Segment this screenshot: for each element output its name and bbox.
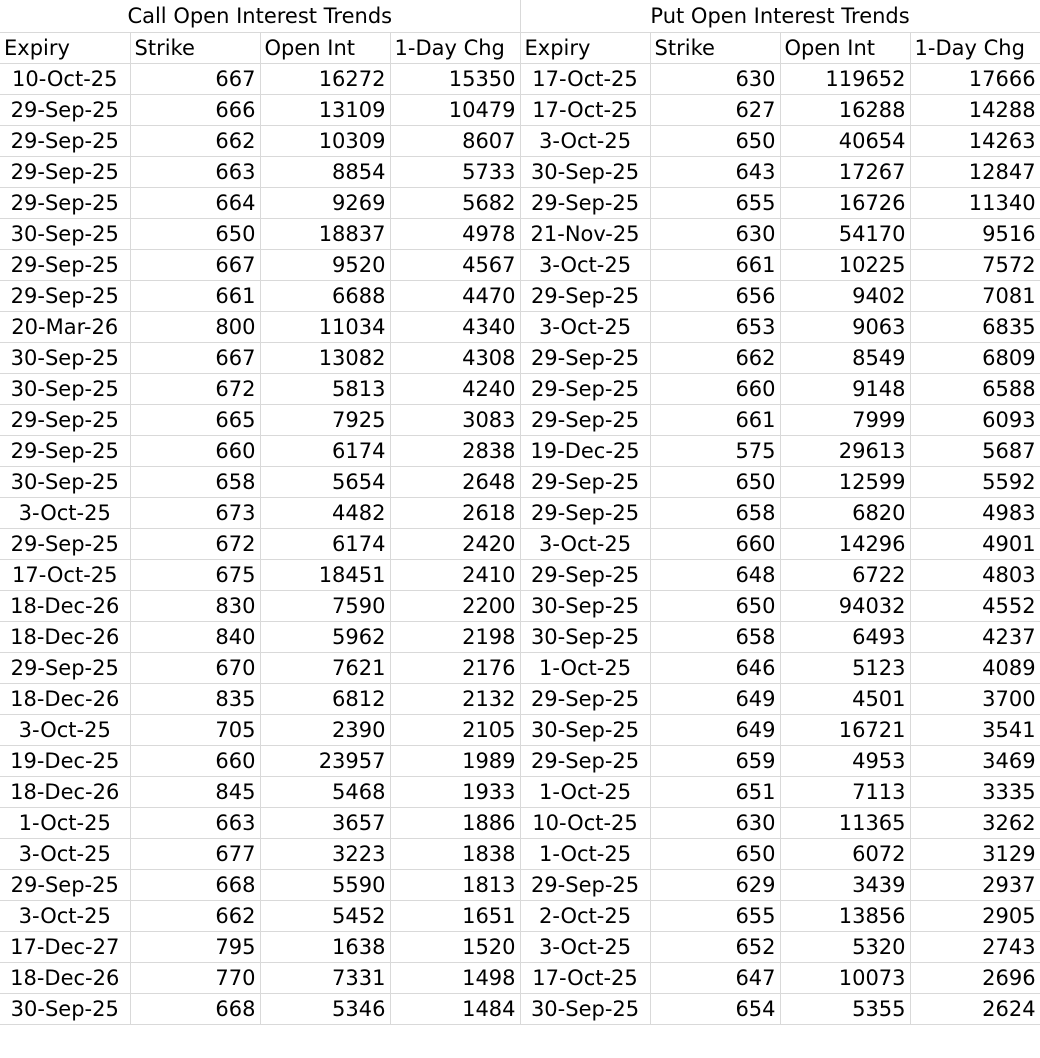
call-open-int-cell[interactable]: 5962 xyxy=(260,621,390,652)
call-expiry-cell[interactable]: 19-Dec-25 xyxy=(0,745,130,776)
put-expiry-cell[interactable]: 3-Oct-25 xyxy=(520,125,650,156)
call-expiry-cell[interactable]: 29-Sep-25 xyxy=(0,528,130,559)
call-strike-cell[interactable]: 664 xyxy=(130,187,260,218)
put-1-day-chg-cell[interactable]: 4237 xyxy=(910,621,1040,652)
call-1-day-chg-cell[interactable]: 8607 xyxy=(390,125,520,156)
call-open-int-cell[interactable]: 7331 xyxy=(260,962,390,993)
put-expiry-cell[interactable]: 30-Sep-25 xyxy=(520,621,650,652)
call-strike-cell[interactable]: 795 xyxy=(130,931,260,962)
put-expiry-cell[interactable]: 29-Sep-25 xyxy=(520,373,650,404)
put-expiry-cell[interactable]: 3-Oct-25 xyxy=(520,931,650,962)
call-strike-cell[interactable]: 661 xyxy=(130,280,260,311)
call-expiry-cell[interactable]: 3-Oct-25 xyxy=(0,497,130,528)
table-row xyxy=(0,838,1040,869)
put-strike-cell[interactable]: 630 xyxy=(650,807,780,838)
put-open-int-cell[interactable]: 3439 xyxy=(780,869,910,900)
put-expiry-cell[interactable]: 29-Sep-25 xyxy=(520,869,650,900)
call-expiry-cell[interactable]: 29-Sep-25 xyxy=(0,404,130,435)
put-1-day-chg-cell[interactable]: 5687 xyxy=(910,435,1040,466)
put-strike-cell[interactable]: 661 xyxy=(650,404,780,435)
put-expiry-cell[interactable]: 3-Oct-25 xyxy=(520,311,650,342)
put-expiry-cell[interactable]: 29-Sep-25 xyxy=(520,559,650,590)
table-row xyxy=(0,993,1040,1024)
call-strike-cell[interactable]: 658 xyxy=(130,466,260,497)
put-expiry-cell[interactable]: 29-Sep-25 xyxy=(520,683,650,714)
put-expiry-cell[interactable]: 19-Dec-25 xyxy=(520,435,650,466)
call-1-day-chg-cell[interactable]: 1651 xyxy=(390,900,520,931)
table-row xyxy=(0,745,1040,776)
put-open-int-cell[interactable]: 9063 xyxy=(780,311,910,342)
put-strike-cell[interactable]: 650 xyxy=(650,466,780,497)
put-open-int-cell[interactable]: 7999 xyxy=(780,404,910,435)
put-expiry-cell[interactable]: 29-Sep-25 xyxy=(520,404,650,435)
call-section-title[interactable]: Call Open Interest Trends xyxy=(0,0,520,32)
put-strike-cell[interactable]: 650 xyxy=(650,125,780,156)
call-expiry-cell[interactable]: 20-Mar-26 xyxy=(0,311,130,342)
put-1-day-chg-cell[interactable]: 6835 xyxy=(910,311,1040,342)
call-1-day-chg-cell[interactable]: 1484 xyxy=(390,993,520,1024)
table-row xyxy=(0,342,1040,373)
call-strike-cell[interactable]: 672 xyxy=(130,373,260,404)
put-strike-cell[interactable]: 649 xyxy=(650,714,780,745)
table-row xyxy=(0,466,1040,497)
put-expiry-cell[interactable]: 30-Sep-25 xyxy=(520,714,650,745)
call-expiry-cell[interactable]: 29-Sep-25 xyxy=(0,125,130,156)
put-1-day-chg-cell[interactable]: 5592 xyxy=(910,466,1040,497)
call-open-int-cell[interactable]: 5346 xyxy=(260,993,390,1024)
call-open-int-cell[interactable]: 9520 xyxy=(260,249,390,280)
call-expiry-cell[interactable]: 18-Dec-26 xyxy=(0,776,130,807)
call-open-int-cell[interactable]: 6174 xyxy=(260,435,390,466)
put-open-int-cell[interactable]: 7113 xyxy=(780,776,910,807)
put-1-day-chg-cell[interactable]: 4901 xyxy=(910,528,1040,559)
put-strike-cell[interactable]: 627 xyxy=(650,94,780,125)
call-strike-cell[interactable]: 770 xyxy=(130,962,260,993)
table-row xyxy=(0,156,1040,187)
call-expiry-cell[interactable]: 18-Dec-26 xyxy=(0,590,130,621)
put-1-day-chg-cell[interactable]: 6093 xyxy=(910,404,1040,435)
section-title-row xyxy=(0,0,1040,32)
call-expiry-cell[interactable]: 29-Sep-25 xyxy=(0,249,130,280)
put-1-day-chg-cell[interactable]: 4803 xyxy=(910,559,1040,590)
call-expiry-cell[interactable]: 30-Sep-25 xyxy=(0,993,130,1024)
put-strike-cell[interactable]: 655 xyxy=(650,187,780,218)
call-open-int-cell[interactable]: 7590 xyxy=(260,590,390,621)
put-strike-cell[interactable]: 630 xyxy=(650,218,780,249)
call-strike-cell[interactable]: 666 xyxy=(130,94,260,125)
table-row xyxy=(0,218,1040,249)
call-1-day-chg-cell[interactable]: 4240 xyxy=(390,373,520,404)
put-strike-cell[interactable]: 650 xyxy=(650,838,780,869)
put-strike-cell[interactable]: 661 xyxy=(650,249,780,280)
put-expiry-cell[interactable]: 30-Sep-25 xyxy=(520,156,650,187)
put-1-day-chg-cell[interactable]: 2937 xyxy=(910,869,1040,900)
put-strike-cell[interactable]: 647 xyxy=(650,962,780,993)
call-strike-cell[interactable]: 667 xyxy=(130,249,260,280)
call-strike-cell[interactable]: 835 xyxy=(130,683,260,714)
call-expiry-cell[interactable]: 17-Oct-25 xyxy=(0,559,130,590)
put-1-day-chg-cell[interactable]: 2696 xyxy=(910,962,1040,993)
put-strike-cell[interactable]: 575 xyxy=(650,435,780,466)
put-expiry-cell[interactable]: 29-Sep-25 xyxy=(520,497,650,528)
put-strike-cell[interactable]: 659 xyxy=(650,745,780,776)
put-strike-cell[interactable]: 652 xyxy=(650,931,780,962)
table-row xyxy=(0,63,1040,94)
put-strike-cell[interactable]: 660 xyxy=(650,528,780,559)
call-1-day-chg-cell[interactable]: 1498 xyxy=(390,962,520,993)
put-open-int-cell[interactable]: 6072 xyxy=(780,838,910,869)
put-1-day-chg-cell[interactable]: 9516 xyxy=(910,218,1040,249)
put-expiry-header[interactable]: Expiry xyxy=(520,32,650,63)
call-strike-cell[interactable]: 667 xyxy=(130,63,260,94)
put-open-int-cell[interactable]: 16288 xyxy=(780,94,910,125)
call-strike-cell[interactable]: 845 xyxy=(130,776,260,807)
call-strike-cell[interactable]: 665 xyxy=(130,404,260,435)
table-row xyxy=(0,559,1040,590)
call-expiry-cell[interactable]: 30-Sep-25 xyxy=(0,466,130,497)
put-strike-cell[interactable]: 650 xyxy=(650,590,780,621)
call-1-day-chg-cell[interactable]: 2198 xyxy=(390,621,520,652)
call-open-int-cell[interactable]: 9269 xyxy=(260,187,390,218)
put-1-day-chg-cell[interactable]: 3700 xyxy=(910,683,1040,714)
call-expiry-cell[interactable]: 3-Oct-25 xyxy=(0,838,130,869)
put-strike-cell[interactable]: 649 xyxy=(650,683,780,714)
table-row xyxy=(0,807,1040,838)
put-open-int-cell[interactable]: 11365 xyxy=(780,807,910,838)
table-row xyxy=(0,931,1040,962)
put-open-int-cell[interactable]: 13856 xyxy=(780,900,910,931)
put-strike-cell[interactable]: 658 xyxy=(650,621,780,652)
column-header-row xyxy=(0,32,1040,63)
put-open-int-cell[interactable]: 4501 xyxy=(780,683,910,714)
call-open-int-cell[interactable]: 5813 xyxy=(260,373,390,404)
call-open-int-cell[interactable]: 23957 xyxy=(260,745,390,776)
call-strike-cell[interactable]: 667 xyxy=(130,342,260,373)
put-strike-cell[interactable]: 656 xyxy=(650,280,780,311)
table-row xyxy=(0,590,1040,621)
table-row xyxy=(0,900,1040,931)
call-open-int-cell[interactable]: 16272 xyxy=(260,63,390,94)
call-1-day-chg-cell[interactable]: 5682 xyxy=(390,187,520,218)
call-1-day-chg-cell[interactable]: 1989 xyxy=(390,745,520,776)
put-1-day-chg-cell[interactable]: 7572 xyxy=(910,249,1040,280)
call-open-int-cell[interactable]: 6812 xyxy=(260,683,390,714)
put-1-day-chg-cell[interactable]: 14288 xyxy=(910,94,1040,125)
call-open-int-cell[interactable]: 2390 xyxy=(260,714,390,745)
call-open-int-cell[interactable]: 11034 xyxy=(260,311,390,342)
table-row xyxy=(0,869,1040,900)
call-1-day-chg-cell[interactable]: 2648 xyxy=(390,466,520,497)
call-1-day-chg-cell[interactable]: 2618 xyxy=(390,497,520,528)
call-open-int-cell[interactable]: 13082 xyxy=(260,342,390,373)
call-1-day-chg-cell[interactable]: 1886 xyxy=(390,807,520,838)
call-expiry-cell[interactable]: 29-Sep-25 xyxy=(0,652,130,683)
put-open-int-cell[interactable]: 5320 xyxy=(780,931,910,962)
call-open-int-cell[interactable]: 6688 xyxy=(260,280,390,311)
put-expiry-cell[interactable]: 17-Oct-25 xyxy=(520,94,650,125)
put-open-int-cell[interactable]: 29613 xyxy=(780,435,910,466)
call-open-int-cell[interactable]: 13109 xyxy=(260,94,390,125)
put-strike-cell[interactable]: 655 xyxy=(650,900,780,931)
call-strike-header[interactable]: Strike xyxy=(130,32,260,63)
call-open-int-cell[interactable]: 5654 xyxy=(260,466,390,497)
put-1-day-chg-cell[interactable]: 2905 xyxy=(910,900,1040,931)
call-expiry-cell[interactable]: 18-Dec-26 xyxy=(0,621,130,652)
call-open-int-cell[interactable]: 10309 xyxy=(260,125,390,156)
call-expiry-cell[interactable]: 30-Sep-25 xyxy=(0,218,130,249)
call-1-day-chg-cell[interactable]: 1838 xyxy=(390,838,520,869)
call-expiry-cell[interactable]: 29-Sep-25 xyxy=(0,156,130,187)
call-expiry-cell[interactable]: 1-Oct-25 xyxy=(0,807,130,838)
put-open-int-cell[interactable]: 12599 xyxy=(780,466,910,497)
call-1-day-chg-cell[interactable]: 1933 xyxy=(390,776,520,807)
call-open-int-cell[interactable]: 5590 xyxy=(260,869,390,900)
call-strike-cell[interactable]: 675 xyxy=(130,559,260,590)
call-strike-cell[interactable]: 668 xyxy=(130,993,260,1024)
put-expiry-cell[interactable]: 1-Oct-25 xyxy=(520,838,650,869)
put-1-day-chg-cell[interactable]: 6809 xyxy=(910,342,1040,373)
call-1-day-chg-cell[interactable]: 1813 xyxy=(390,869,520,900)
call-open-int-cell[interactable]: 4482 xyxy=(260,497,390,528)
call-1-day-chg-cell[interactable]: 2420 xyxy=(390,528,520,559)
call-1-day-chg-cell[interactable]: 5733 xyxy=(390,156,520,187)
call-1-day-chg-cell[interactable]: 2176 xyxy=(390,652,520,683)
put-open-int-cell[interactable]: 6722 xyxy=(780,559,910,590)
call-1-day-chg-cell[interactable]: 2132 xyxy=(390,683,520,714)
call-expiry-cell[interactable]: 30-Sep-25 xyxy=(0,373,130,404)
put-1-day-chg-cell[interactable]: 4552 xyxy=(910,590,1040,621)
call-expiry-cell[interactable]: 18-Dec-26 xyxy=(0,683,130,714)
put-expiry-cell[interactable]: 29-Sep-25 xyxy=(520,187,650,218)
table-row xyxy=(0,435,1040,466)
call-strike-cell[interactable]: 672 xyxy=(130,528,260,559)
call-1-day-chg-cell[interactable]: 2105 xyxy=(390,714,520,745)
put-expiry-cell[interactable]: 17-Oct-25 xyxy=(520,962,650,993)
table-row xyxy=(0,373,1040,404)
put-1-day-chg-cell[interactable]: 2624 xyxy=(910,993,1040,1024)
put-1-day-chg-cell[interactable]: 14263 xyxy=(910,125,1040,156)
call-strike-cell[interactable]: 840 xyxy=(130,621,260,652)
call-strike-cell[interactable]: 662 xyxy=(130,900,260,931)
call-1-day-chg-cell[interactable]: 2410 xyxy=(390,559,520,590)
put-expiry-cell[interactable]: 2-Oct-25 xyxy=(520,900,650,931)
put-open-int-cell[interactable]: 119652 xyxy=(780,63,910,94)
table-row xyxy=(0,497,1040,528)
call-1-day-chg-cell[interactable]: 15350 xyxy=(390,63,520,94)
call-expiry-cell[interactable]: 29-Sep-25 xyxy=(0,94,130,125)
call-expiry-cell[interactable]: 3-Oct-25 xyxy=(0,900,130,931)
put-expiry-cell[interactable]: 29-Sep-25 xyxy=(520,745,650,776)
call-open-int-header[interactable]: Open Int xyxy=(260,32,390,63)
call-open-int-cell[interactable]: 5468 xyxy=(260,776,390,807)
table-row xyxy=(0,125,1040,156)
put-expiry-cell[interactable]: 29-Sep-25 xyxy=(520,466,650,497)
put-strike-cell[interactable]: 629 xyxy=(650,869,780,900)
call-1-day-chg-cell[interactable]: 4308 xyxy=(390,342,520,373)
put-open-int-cell[interactable]: 9148 xyxy=(780,373,910,404)
put-section-title[interactable]: Put Open Interest Trends xyxy=(520,0,1040,32)
put-strike-cell[interactable]: 646 xyxy=(650,652,780,683)
call-expiry-cell[interactable]: 17-Dec-27 xyxy=(0,931,130,962)
table-row xyxy=(0,404,1040,435)
put-1-day-chg-cell[interactable]: 3469 xyxy=(910,745,1040,776)
put-1-day-chg-cell[interactable]: 11340 xyxy=(910,187,1040,218)
call-open-int-cell[interactable]: 1638 xyxy=(260,931,390,962)
put-1-day-chg-cell[interactable]: 2743 xyxy=(910,931,1040,962)
put-open-int-header[interactable]: Open Int xyxy=(780,32,910,63)
put-expiry-cell[interactable]: 3-Oct-25 xyxy=(520,528,650,559)
call-open-int-cell[interactable]: 7621 xyxy=(260,652,390,683)
call-open-int-cell[interactable]: 7925 xyxy=(260,404,390,435)
call-open-int-cell[interactable]: 3657 xyxy=(260,807,390,838)
table-row xyxy=(0,528,1040,559)
call-1-day-chg-cell[interactable]: 3083 xyxy=(390,404,520,435)
call-strike-cell[interactable]: 668 xyxy=(130,869,260,900)
put-open-int-cell[interactable]: 6493 xyxy=(780,621,910,652)
call-expiry-cell[interactable]: 29-Sep-25 xyxy=(0,869,130,900)
call-strike-cell[interactable]: 677 xyxy=(130,838,260,869)
call-expiry-cell[interactable]: 10-Oct-25 xyxy=(0,63,130,94)
call-open-int-cell[interactable]: 18451 xyxy=(260,559,390,590)
call-expiry-cell[interactable]: 29-Sep-25 xyxy=(0,435,130,466)
call-open-int-cell[interactable]: 18837 xyxy=(260,218,390,249)
call-1-day-chg-cell[interactable]: 10479 xyxy=(390,94,520,125)
call-strike-cell[interactable]: 663 xyxy=(130,807,260,838)
put-open-int-cell[interactable]: 54170 xyxy=(780,218,910,249)
put-open-int-cell[interactable]: 5123 xyxy=(780,652,910,683)
put-open-int-cell[interactable]: 9402 xyxy=(780,280,910,311)
put-expiry-cell[interactable]: 29-Sep-25 xyxy=(520,342,650,373)
call-open-int-cell[interactable]: 8854 xyxy=(260,156,390,187)
call-expiry-cell[interactable]: 30-Sep-25 xyxy=(0,342,130,373)
call-1-day-chg-cell[interactable]: 4340 xyxy=(390,311,520,342)
call-strike-cell[interactable]: 660 xyxy=(130,745,260,776)
put-open-int-cell[interactable]: 16721 xyxy=(780,714,910,745)
call-1-day-chg-cell[interactable]: 4470 xyxy=(390,280,520,311)
call-strike-cell[interactable]: 660 xyxy=(130,435,260,466)
put-open-int-cell[interactable]: 17267 xyxy=(780,156,910,187)
put-strike-cell[interactable]: 643 xyxy=(650,156,780,187)
put-expiry-cell[interactable]: 3-Oct-25 xyxy=(520,249,650,280)
put-1-day-chg-cell[interactable]: 12847 xyxy=(910,156,1040,187)
put-1-day-chg-cell[interactable]: 3541 xyxy=(910,714,1040,745)
put-expiry-cell[interactable]: 17-Oct-25 xyxy=(520,63,650,94)
call-open-int-cell[interactable]: 5452 xyxy=(260,900,390,931)
put-strike-header[interactable]: Strike xyxy=(650,32,780,63)
put-1-day-chg-header[interactable]: 1-Day Chg xyxy=(910,32,1040,63)
put-open-int-cell[interactable]: 94032 xyxy=(780,590,910,621)
put-expiry-cell[interactable]: 30-Sep-25 xyxy=(520,993,650,1024)
call-strike-cell[interactable]: 800 xyxy=(130,311,260,342)
table-row xyxy=(0,249,1040,280)
put-1-day-chg-cell[interactable]: 3335 xyxy=(910,776,1040,807)
call-expiry-cell[interactable]: 29-Sep-25 xyxy=(0,187,130,218)
put-strike-cell[interactable]: 651 xyxy=(650,776,780,807)
put-1-day-chg-cell[interactable]: 4089 xyxy=(910,652,1040,683)
table-row xyxy=(0,187,1040,218)
put-strike-cell[interactable]: 658 xyxy=(650,497,780,528)
call-expiry-cell[interactable]: 29-Sep-25 xyxy=(0,280,130,311)
put-strike-cell[interactable]: 662 xyxy=(650,342,780,373)
call-open-int-cell[interactable]: 6174 xyxy=(260,528,390,559)
call-strike-cell[interactable]: 670 xyxy=(130,652,260,683)
call-open-int-cell[interactable]: 3223 xyxy=(260,838,390,869)
put-expiry-cell[interactable]: 10-Oct-25 xyxy=(520,807,650,838)
put-expiry-cell[interactable]: 1-Oct-25 xyxy=(520,652,650,683)
call-strike-cell[interactable]: 650 xyxy=(130,218,260,249)
put-strike-cell[interactable]: 648 xyxy=(650,559,780,590)
table-row xyxy=(0,621,1040,652)
put-open-int-cell[interactable]: 14296 xyxy=(780,528,910,559)
put-open-int-cell[interactable]: 4953 xyxy=(780,745,910,776)
put-expiry-cell[interactable]: 1-Oct-25 xyxy=(520,776,650,807)
call-strike-cell[interactable]: 830 xyxy=(130,590,260,621)
table-row xyxy=(0,280,1040,311)
put-expiry-cell[interactable]: 30-Sep-25 xyxy=(520,590,650,621)
table-row xyxy=(0,652,1040,683)
table-row xyxy=(0,714,1040,745)
put-1-day-chg-cell[interactable]: 3262 xyxy=(910,807,1040,838)
call-expiry-cell[interactable]: 3-Oct-25 xyxy=(0,714,130,745)
put-strike-cell[interactable]: 653 xyxy=(650,311,780,342)
table-row xyxy=(0,962,1040,993)
call-expiry-header[interactable]: Expiry xyxy=(0,32,130,63)
put-strike-cell[interactable]: 630 xyxy=(650,63,780,94)
call-strike-cell[interactable]: 663 xyxy=(130,156,260,187)
put-1-day-chg-cell[interactable]: 4983 xyxy=(910,497,1040,528)
table-row xyxy=(0,683,1040,714)
call-1-day-chg-cell[interactable]: 4978 xyxy=(390,218,520,249)
put-1-day-chg-cell[interactable]: 7081 xyxy=(910,280,1040,311)
put-open-int-cell[interactable]: 40654 xyxy=(780,125,910,156)
table-row xyxy=(0,311,1040,342)
call-expiry-cell[interactable]: 18-Dec-26 xyxy=(0,962,130,993)
call-1-day-chg-cell[interactable]: 1520 xyxy=(390,931,520,962)
table-row xyxy=(0,776,1040,807)
table-row xyxy=(0,94,1040,125)
put-1-day-chg-cell[interactable]: 3129 xyxy=(910,838,1040,869)
put-expiry-cell[interactable]: 21-Nov-25 xyxy=(520,218,650,249)
put-open-int-cell[interactable]: 10073 xyxy=(780,962,910,993)
call-1-day-chg-header[interactable]: 1-Day Chg xyxy=(390,32,520,63)
put-open-int-cell[interactable]: 6820 xyxy=(780,497,910,528)
call-1-day-chg-cell[interactable]: 2200 xyxy=(390,590,520,621)
put-open-int-cell[interactable]: 8549 xyxy=(780,342,910,373)
put-open-int-cell[interactable]: 10225 xyxy=(780,249,910,280)
call-1-day-chg-cell[interactable]: 2838 xyxy=(390,435,520,466)
put-open-int-cell[interactable]: 5355 xyxy=(780,993,910,1024)
put-strike-cell[interactable]: 660 xyxy=(650,373,780,404)
put-1-day-chg-cell[interactable]: 17666 xyxy=(910,63,1040,94)
put-open-int-cell[interactable]: 16726 xyxy=(780,187,910,218)
call-1-day-chg-cell[interactable]: 4567 xyxy=(390,249,520,280)
call-strike-cell[interactable]: 705 xyxy=(130,714,260,745)
call-strike-cell[interactable]: 673 xyxy=(130,497,260,528)
put-strike-cell[interactable]: 654 xyxy=(650,993,780,1024)
call-strike-cell[interactable]: 662 xyxy=(130,125,260,156)
put-expiry-cell[interactable]: 29-Sep-25 xyxy=(520,280,650,311)
put-1-day-chg-cell[interactable]: 6588 xyxy=(910,373,1040,404)
